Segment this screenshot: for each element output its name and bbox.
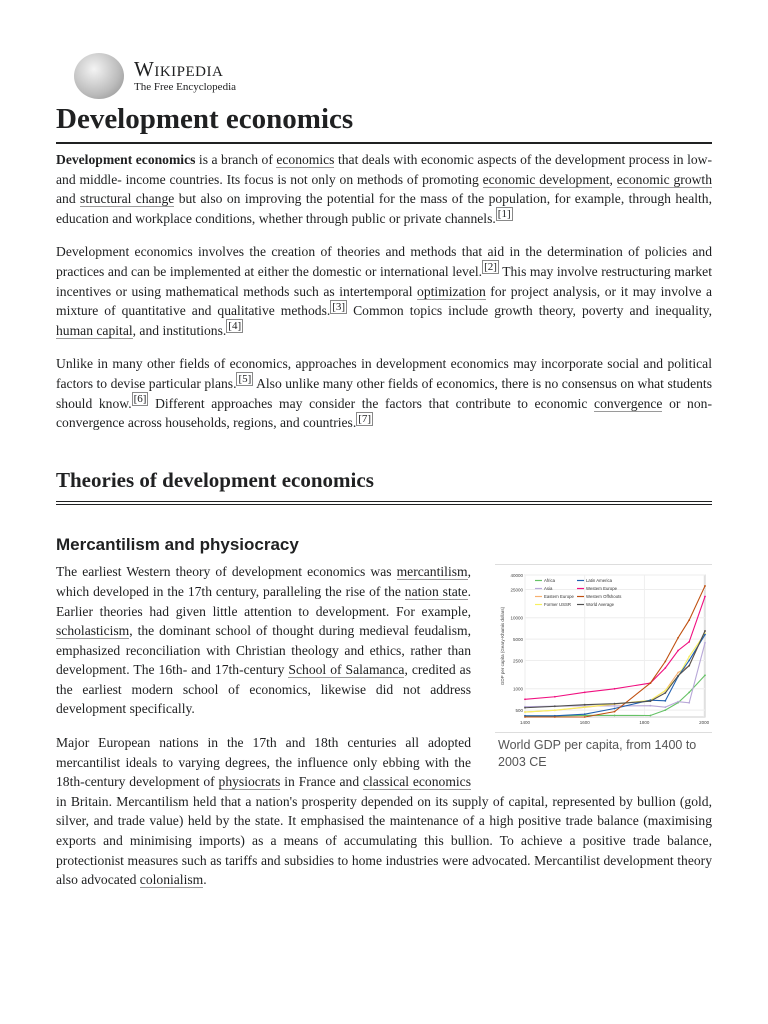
reference-link[interactable]: [5] xyxy=(238,373,252,386)
y-tick-label: 5000 xyxy=(512,637,523,643)
data-point xyxy=(649,715,651,717)
data-point xyxy=(554,710,556,712)
data-point xyxy=(688,660,690,662)
data-point xyxy=(704,630,706,632)
figure[interactable] xyxy=(495,564,712,771)
intro-section xyxy=(56,150,712,433)
reference-link[interactable]: [7] xyxy=(358,412,372,425)
data-point xyxy=(664,707,666,709)
data-point xyxy=(704,634,706,636)
text: , the dominant school of thought during medieval feudalism, emphasized reconciliation with Christian theology and ethics, rather than development. The 16th- and 17th-century xyxy=(56,623,471,678)
reference-link[interactable]: [2] xyxy=(484,261,497,274)
reference[interactable] xyxy=(482,260,499,274)
reference[interactable] xyxy=(226,319,243,333)
text: . xyxy=(203,872,207,888)
data-point xyxy=(584,692,586,694)
data-point xyxy=(584,704,586,706)
text: in Britain. Mercantilism held that a nation's prosperity depended on its supply of capital, represented by bullion (gold, silver, and trade value) held by the state. It emphasised the maintenance of a high positive trade balance (maximising exports and minimising imports) as a means of accumulating this bullion. To achieve a positive trade balance, protectionist measures such as tariffs and subsidies to home industries were advocated. Mercantilist development theory also advocated xyxy=(56,793,712,888)
text: is a branch of xyxy=(195,152,277,167)
reference[interactable] xyxy=(236,372,253,386)
text: , xyxy=(609,171,617,187)
text: , which developed in the 17th century, paralleling the rise of the xyxy=(56,564,471,599)
text: , credited as the earliest modern school of economics, likewise did not address development specifically. xyxy=(56,662,471,717)
article-link[interactable]: scholasticism xyxy=(56,623,130,639)
text: Different approaches may consider the factors that contribute to economic xyxy=(148,395,595,411)
gdp-chart xyxy=(495,567,712,732)
text: that deals with economic aspects of the development process in low- and middle- income countries. Its focus is not only on methods of promoting xyxy=(56,152,712,187)
x-tick-label: 1400 xyxy=(519,720,531,726)
reference-link[interactable]: [6] xyxy=(133,393,147,405)
text: Development economics involves the creation of theories and methods that aid in the determination of policies and practices and can be implemented at either the domestic or international level. xyxy=(56,244,712,279)
data-point xyxy=(664,667,666,669)
article-link[interactable]: human capital xyxy=(56,322,133,338)
article-link[interactable]: colonialism xyxy=(139,872,204,888)
text: in France and xyxy=(280,774,363,790)
data-point xyxy=(688,656,690,658)
text: for project analysis, or it may involve a mixture of quantitative and qualitative methods. xyxy=(56,283,712,319)
data-point xyxy=(554,706,556,708)
logo-title: Wikipedia xyxy=(134,57,224,81)
y-tick-label: 10000 xyxy=(510,616,523,622)
article-link[interactable]: mercantilism xyxy=(396,564,468,580)
data-point xyxy=(554,696,556,698)
wikipedia-logo[interactable] xyxy=(74,52,712,100)
article-link[interactable]: economics xyxy=(276,152,335,167)
reference-link[interactable]: [3] xyxy=(332,300,346,313)
reference-link[interactable]: [1] xyxy=(497,208,511,221)
article-link[interactable]: economic development xyxy=(482,171,610,187)
article-link[interactable]: classical economics xyxy=(362,774,472,790)
article-link[interactable]: physiocrats xyxy=(218,774,281,790)
data-point xyxy=(649,682,651,684)
article-link[interactable]: nation state xyxy=(404,583,468,599)
data-point xyxy=(524,711,526,713)
y-tick-label: 1000 xyxy=(512,687,523,693)
x-tick-label: 1600 xyxy=(579,720,590,726)
data-point xyxy=(688,702,690,704)
legend-label: Eastern Europe xyxy=(544,594,574,600)
bold-term: Development economics xyxy=(56,152,196,167)
text: Major European nations in the 17th and 18th centuries all adopted mercantilist ideals to varying degrees, the influence only ebbing with the 18th-century development of xyxy=(56,735,471,790)
data-point xyxy=(614,711,616,713)
data-point xyxy=(664,710,666,712)
paragraph xyxy=(56,150,712,228)
data-point xyxy=(704,675,706,677)
text: but also on improving the potential for the mass of the population, for example, through health, education and workplace conditions, whether through public or private channels. xyxy=(56,191,712,226)
paragraph xyxy=(56,354,712,432)
data-point xyxy=(688,665,690,667)
data-point xyxy=(524,716,526,718)
reference[interactable] xyxy=(330,300,347,314)
article-link[interactable]: School of Salamanca xyxy=(288,662,405,678)
data-point xyxy=(524,699,526,701)
section-heading: Theories of development economics xyxy=(56,467,712,505)
article-link[interactable]: structural change xyxy=(80,191,175,207)
page-title: Development economics xyxy=(56,102,712,144)
data-point xyxy=(614,688,616,690)
article-link[interactable]: convergence xyxy=(594,395,663,411)
data-point xyxy=(584,706,586,708)
legend-label: World Average xyxy=(586,602,615,608)
legend-label: Western Europe xyxy=(586,586,617,592)
legend-label: Former USSR xyxy=(544,602,571,608)
data-point xyxy=(704,642,706,644)
text: Unlike in many other fields of economics, approaches in development economics may incorporate social and political factors to devise particular plans. xyxy=(56,356,712,391)
data-point xyxy=(704,596,706,598)
data-point xyxy=(554,716,556,718)
legend-label: Western Offshoots xyxy=(586,594,622,600)
data-point xyxy=(524,707,526,709)
legend-label: Latin America xyxy=(586,578,613,584)
text: . Earlier theories had given little attention to development. For example, xyxy=(56,583,471,619)
text: Common topics include growth theory, poverty and inequality, xyxy=(347,303,712,319)
text: Also unlike many other fields of economics, there is no consensus on what students should know. xyxy=(56,375,712,411)
data-point xyxy=(704,585,706,587)
text: , and institutions. xyxy=(132,322,227,338)
text: This may involve restructuring market incentives or using mathematical methods such as intertemporal xyxy=(56,263,712,299)
data-point xyxy=(664,700,666,702)
data-point xyxy=(614,708,616,710)
y-tick-label: 40000 xyxy=(510,573,523,579)
y-tick-label: 500 xyxy=(515,708,523,714)
data-point xyxy=(677,672,679,674)
data-point xyxy=(614,703,616,705)
x-tick-label: 1800 xyxy=(639,720,650,726)
data-point xyxy=(614,715,616,717)
data-point xyxy=(664,661,666,663)
wikipedia-globe-icon xyxy=(74,53,124,99)
data-point xyxy=(677,637,679,639)
data-point xyxy=(688,692,690,694)
paragraph xyxy=(56,242,712,340)
legend-label: Africa xyxy=(544,578,555,584)
data-point xyxy=(584,716,586,718)
figure-caption: World GDP per capita, from 1400 to 2003 CE xyxy=(495,732,712,771)
data-point xyxy=(677,701,679,703)
subsection-heading: Mercantilism and physiocracy xyxy=(56,534,299,554)
text: The earliest Western theory of development economics was xyxy=(56,564,397,580)
data-point xyxy=(649,701,651,703)
y-tick-label: 2500 xyxy=(512,658,523,664)
reference[interactable] xyxy=(132,392,149,406)
data-point xyxy=(614,705,616,707)
article-link[interactable]: economic growth xyxy=(616,171,713,187)
data-point xyxy=(688,641,690,643)
y-tick-label: 25000 xyxy=(510,587,523,593)
text: and xyxy=(56,191,81,207)
data-point xyxy=(677,675,679,677)
data-point xyxy=(677,650,679,652)
text: or non-convergence across households, regions, and countries. xyxy=(56,395,712,431)
logo-subtitle: The Free Encyclopedia xyxy=(134,81,237,93)
reference-link[interactable]: [4] xyxy=(228,320,242,333)
data-point xyxy=(649,705,651,707)
reference[interactable] xyxy=(356,412,373,426)
data-point xyxy=(584,714,586,716)
y-axis-label: GDP per capita (Geary-Khamis dollars) xyxy=(500,607,505,686)
article-link[interactable]: optimization xyxy=(417,283,486,299)
legend-label: Asia xyxy=(544,586,553,592)
data-point xyxy=(664,692,666,694)
mercantilism-section xyxy=(56,562,712,890)
x-tick-label: 2000 xyxy=(699,720,710,726)
reference[interactable] xyxy=(496,207,513,221)
data-point xyxy=(688,620,690,622)
